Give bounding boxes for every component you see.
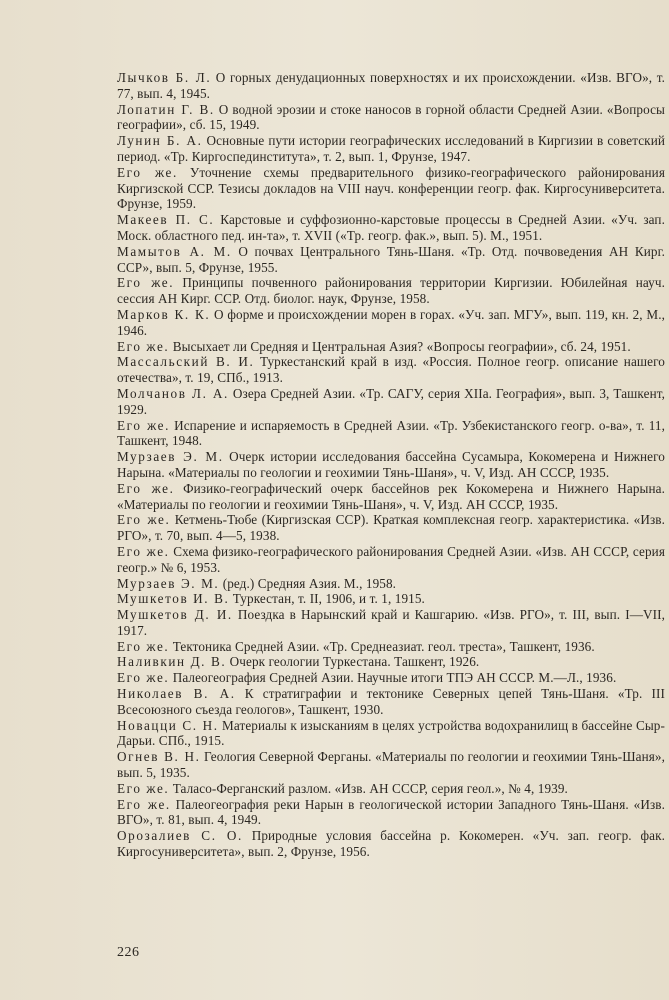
entry-text: О почвах Центрального Тянь-Шаня. «Тр. Отд. почвоведения АН Кирг. ССР», вып. 5, Фрунзе, 1955. bbox=[117, 243, 665, 275]
entry-text: Уточнение схемы предварительного физико-географического районирования Киргизской ССР. Тезисы докладов на VIII науч. конференции геогр. фак. Киргосуниверситета. Фрунзе, 1959. bbox=[117, 164, 665, 212]
bib-entry bbox=[117, 512, 665, 544]
bib-entry bbox=[117, 339, 665, 355]
entry-text: Озера Средней Азии. «Тр. САГУ, серия XIIа. География», вып. 3, Ташкент, 1929. bbox=[117, 385, 665, 417]
entry-text: Испарение и испаряемость в Средней Азии. «Тр. Узбекистанского геогр. о-ва», т. 11, Ташкент, 1948. bbox=[117, 417, 665, 449]
entry-author: Его же. bbox=[117, 338, 170, 354]
entry-author: Его же. bbox=[117, 780, 170, 796]
bib-entry bbox=[117, 102, 665, 134]
entry-text: Палеогеография реки Нарын в геологической истории Западного Тянь-Шаня. «Изв. ВГО», т. 81, вып. 4, 1949. bbox=[117, 796, 665, 828]
entry-text: Геология Северной Ферганы. «Материалы по геологии и геохимии Тянь-Шаня», вып. 5, 1935. bbox=[117, 749, 665, 781]
bib-entry bbox=[117, 654, 665, 670]
entry-author: Его же. bbox=[117, 512, 171, 528]
entry-author: Николаев В. А. bbox=[117, 686, 236, 702]
bib-entry bbox=[117, 307, 665, 339]
entry-author: Новацци С. Н. bbox=[117, 717, 219, 733]
entry-author: Мурзаев Э. М. bbox=[117, 575, 220, 591]
entry-text: Таласо-Ферганский разлом. «Изв. АН СССР, серия геол.», № 4, 1939. bbox=[169, 780, 568, 796]
entry-text: Основные пути истории географических исследований в Киргизии в советский период. «Тр. Киргоспединститута», т. 2, вып. 1, Фрунзе, 1947. bbox=[117, 133, 666, 164]
entry-text: Палеогеография Средней Азии. Научные итоги ТПЭ АН СССР. М.—Л., 1936. bbox=[169, 670, 617, 686]
entry-text: Очерк геологии Туркестана. Ташкент, 1926. bbox=[226, 654, 480, 670]
entry-author: Орозалиев С. О. bbox=[117, 828, 243, 844]
bib-entry bbox=[117, 781, 665, 797]
entry-text: Схема физико-географического районирования Средней Азии. «Изв. АН СССР, серия геогр.» № 6, 1953. bbox=[117, 543, 665, 575]
bib-entry bbox=[117, 70, 665, 102]
entry-author: Мушкетов И. В. bbox=[117, 591, 230, 607]
entry-text: Карстовые и суффозионно-карстовые процессы в Средней Азии. «Уч. зап. Моск. областного пед. ин-та», т. XVII («Тр. геогр. фак.», вып. 5). М., 1951. bbox=[117, 212, 665, 243]
bib-entry bbox=[117, 639, 665, 655]
entry-author: Огнев В. Н. bbox=[117, 749, 201, 765]
entry-author: Наливкин Д. В. bbox=[117, 654, 227, 670]
entry-author: Мурзаев Э. М. bbox=[117, 449, 224, 465]
bib-entry bbox=[117, 418, 665, 450]
entry-author: Молчанов Л. А. bbox=[117, 385, 229, 401]
entry-author: Его же. bbox=[117, 164, 178, 180]
entry-author: Его же. bbox=[117, 480, 175, 496]
entry-text: Туркестанский край в изд. «Россия. Полное геогр. описание нашего отечества», т. 19, СПб., 1913. bbox=[117, 354, 665, 386]
entry-text: Туркестан, т. II, 1906, и т. 1, 1915. bbox=[229, 591, 425, 607]
entry-author: Его же. bbox=[117, 275, 175, 291]
bib-entry bbox=[117, 133, 665, 165]
bib-entry bbox=[117, 591, 665, 607]
entry-author: Лунин Б. А. bbox=[117, 133, 203, 149]
bib-entry bbox=[117, 576, 665, 592]
entry-author: Его же. bbox=[117, 638, 170, 654]
bib-entry bbox=[117, 449, 665, 481]
bib-entry bbox=[117, 544, 665, 576]
entry-author: Макеев П. С. bbox=[117, 212, 215, 228]
bib-entry bbox=[117, 670, 665, 686]
bib-entry bbox=[117, 354, 665, 386]
entry-author: Марков К. К. bbox=[117, 306, 211, 322]
entry-author: Мамытов А. М. bbox=[117, 243, 232, 259]
bib-entry bbox=[117, 607, 665, 639]
entry-text: О горных денудационных поверхностях и их происхождении. «Изв. ВГО», т. 77, вып. 4, 1945. bbox=[117, 70, 665, 101]
entry-text: (ред.) Средняя Азия. М., 1958. bbox=[219, 575, 397, 591]
entry-author: Его же. bbox=[117, 670, 170, 686]
entry-text: Тектоника Средней Азии. «Тр. Среднеазиат. геол. треста», Ташкент, 1936. bbox=[169, 638, 595, 654]
entry-text: Кетмень-Тюбе (Киргизская ССР). Краткая комплексная геогр. характеристика. «Изв. РГО», т. 70, вып. 4—5, 1938. bbox=[117, 512, 665, 544]
bib-entry bbox=[117, 212, 665, 244]
entry-text: Природные условия бассейна р. Кокомерен. «Уч. зап. геогр. фак. Киргосуниверситета», вып. 2, Фрунзе, 1956. bbox=[117, 828, 665, 860]
entry-text: Высыхает ли Средняя и Центральная Азия? «Вопросы географии», сб. 24, 1951. bbox=[169, 338, 631, 354]
entry-text: К стратиграфии и тектонике Северных цепей Тянь-Шаня. «Тр. III Всесоюзного съезда геологов», Ташкент, 1930. bbox=[117, 686, 665, 717]
entry-text: О водной эрозии и стоке наносов в горной области Средней Азии. «Вопросы географии», сб. 15, 1949. bbox=[117, 101, 666, 133]
bib-entry bbox=[117, 828, 665, 860]
entry-author: Его же. bbox=[117, 796, 171, 812]
bib-entry bbox=[117, 386, 665, 418]
entry-author: Лычков Б. Л. bbox=[117, 70, 212, 85]
entry-text: Поездка в Нарынский край и Кашгарию. «Изв. РГО», т. III, вып. I—VII, 1917. bbox=[117, 607, 665, 638]
entry-text: Материалы к изысканиям в целях устройства водохранилищ в бассейне Сыр-Дарьи. СПб., 1915. bbox=[117, 717, 665, 749]
entry-text: Принципы почвенного районирования территории Киргизии. Юбилейная науч. сессия АН Кирг. ССР. Отд. биолог. наук, Фрунзе, 1958. bbox=[117, 275, 665, 307]
entry-author: Мушкетов Д. И. bbox=[117, 607, 233, 623]
entry-author: Массальский В. И. bbox=[117, 354, 255, 370]
bibliography bbox=[117, 70, 665, 860]
entry-text: Физико-географический очерк бассейнов рек Кокомерена и Нижнего Нарына. «Материалы по геологии и геохимии Тянь-Шаня», ч. V, Изд. АН СССР, 1935. bbox=[117, 480, 665, 512]
entry-text: О форме и происхождении морен в горах. «Уч. зап. МГУ», вып. 119, кн. 2, М., 1946. bbox=[117, 306, 665, 338]
bib-entry bbox=[117, 686, 665, 718]
page-number: 226 bbox=[117, 945, 140, 960]
entry-author: Его же. bbox=[117, 543, 170, 559]
bib-entry bbox=[117, 718, 665, 750]
entry-author: Его же. bbox=[117, 417, 171, 433]
bib-entry bbox=[117, 275, 665, 307]
bib-entry bbox=[117, 749, 665, 781]
entry-author: Лопатин Г. В. bbox=[117, 101, 215, 117]
bib-entry bbox=[117, 797, 665, 829]
bib-entry bbox=[117, 244, 665, 276]
entry-text: Очерк истории исследования бассейна Сусамыра, Кокомерена и Нижнего Нарына. «Материалы по геологии и геохимии Тянь-Шаня», ч. V, Изд. АН СССР, 1935. bbox=[117, 449, 665, 480]
bib-entry bbox=[117, 165, 665, 212]
bib-entry bbox=[117, 481, 665, 513]
